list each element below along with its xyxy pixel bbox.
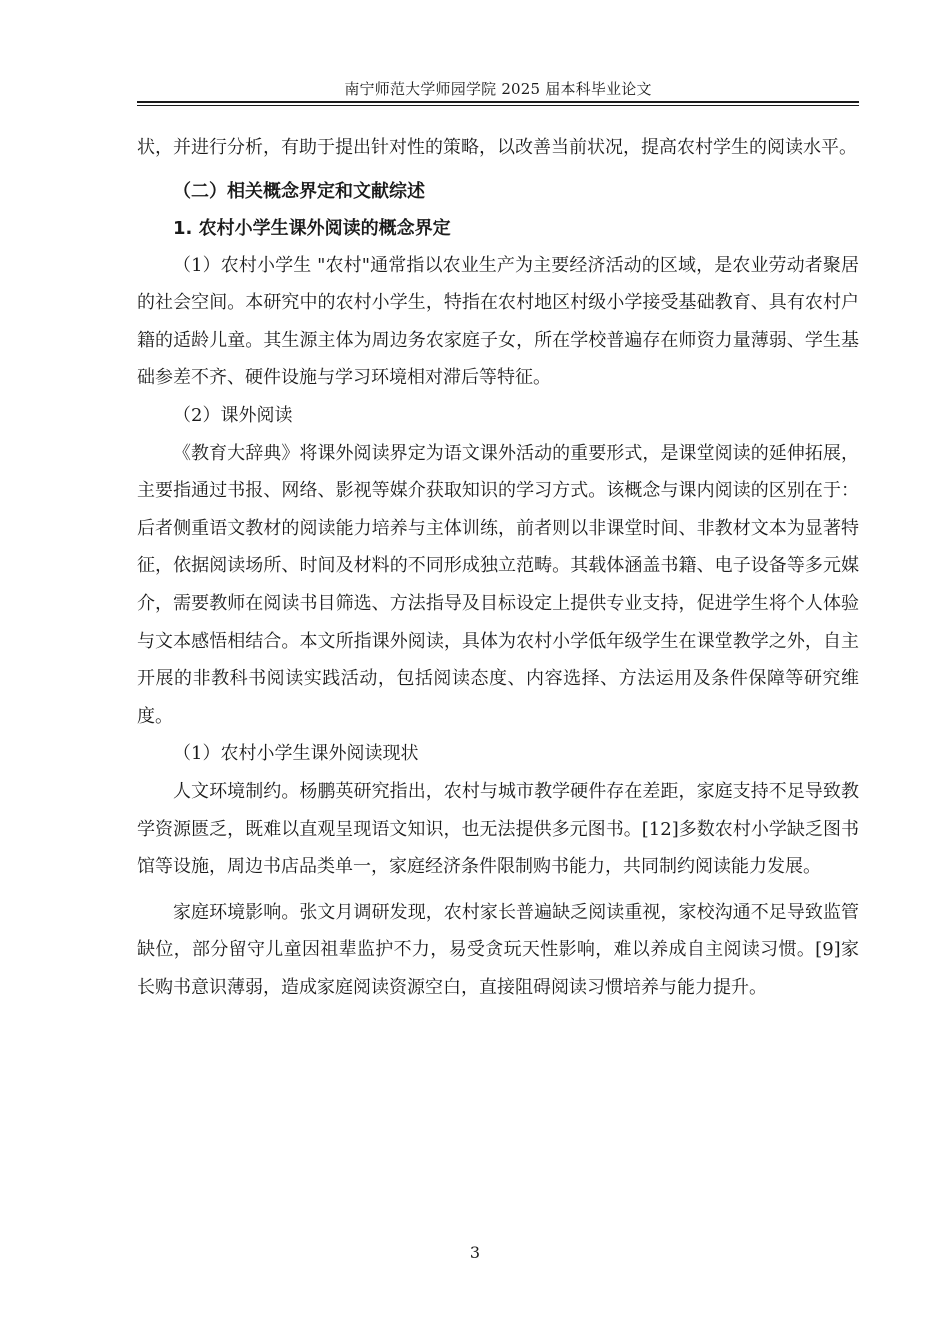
paragraph-rural-students: （1）农村小学生 "农村"通常指以农业生产为主要经济活动的区域，是农业劳动者聚居的社会空间。本研究中的农村小学生，特指在农村地区村级小学接受基础教育、具有农村户籍的适龄儿童。其生源主体为周边务农家庭子女，所在学校普遍存在师资力量薄弱、学生基础参差不齐、硬件设施与学习环境相对滞后等特征。 bbox=[137, 254, 859, 389]
section-heading: （二）相关概念界定和文献综述 bbox=[173, 180, 425, 202]
paragraph-extracurricular-reading: 《教育大辞典》将课外阅读界定为语文课外活动的重要形式，是课堂阅读的延伸拓展，主要指通过书报、网络、影视等媒介获取知识的学习方式。该概念与课内阅读的区别在于：后者侧重语文教材的阅读能力培养与主体训练，前者则以非课堂时间、非教材文本为显著特征，依据阅读场所、时间及材料的不同形成独立范畴。其载体涵盖书籍、电子设备等多元媒介，需要教师在阅读书目筛选、方法指导及目标设定上提供专业支持，促进学生将个人体验与文本感悟相结合。本文所指课外阅读，具体为农村小学低年级学生在课堂教学之外，自主开展的非教科书阅读实践活动，包括阅读态度、内容选择、方法运用及条件保障等研究维度。 bbox=[137, 442, 859, 727]
page-number: 3 bbox=[469, 1243, 481, 1262]
page-header: 南宁师范大学师园学院 2025 届本科毕业论文 bbox=[344, 80, 652, 98]
subheading-reading-status: （1）农村小学生课外阅读现状 bbox=[173, 743, 419, 765]
paragraph-humanistic-environment: 人文环境制约。杨鹏英研究指出，农村与城市教学硬件存在差距，家庭支持不足导致教学资源匮乏，既难以直观呈现语文知识，也无法提供多元图书。[12]多数农村小学缺乏图书馆等设施，周边书店品类单一，家庭经济条件限制购书能力，共同制约阅读能力发展。 bbox=[137, 780, 859, 878]
paragraph-intro-continuation: 状，并进行分析，有助于提出针对性的策略，以改善当前状况，提高农村学生的阅读水平。 bbox=[137, 137, 857, 158]
paragraph-gap bbox=[137, 886, 859, 894]
subsection-heading: 1. 农村小学生课外阅读的概念界定 bbox=[173, 217, 451, 239]
page-body bbox=[137, 129, 859, 1006]
paragraph-family-environment: 家庭环境影响。张文月调研发现，农村家长普遍缺乏阅读重视，家校沟通不足导致监管缺位，部分留守儿童因祖辈监护不力，易受贪玩天性影响，难以养成自主阅读习惯。[9]家长购书意识薄弱，造成家庭阅读资源空白，直接阻碍阅读习惯培养与能力提升。 bbox=[137, 901, 859, 998]
header-rule bbox=[137, 101, 859, 103]
subheading-extracurricular-reading: （2）课外阅读 bbox=[173, 404, 293, 426]
header-rule-thin bbox=[137, 105, 859, 106]
